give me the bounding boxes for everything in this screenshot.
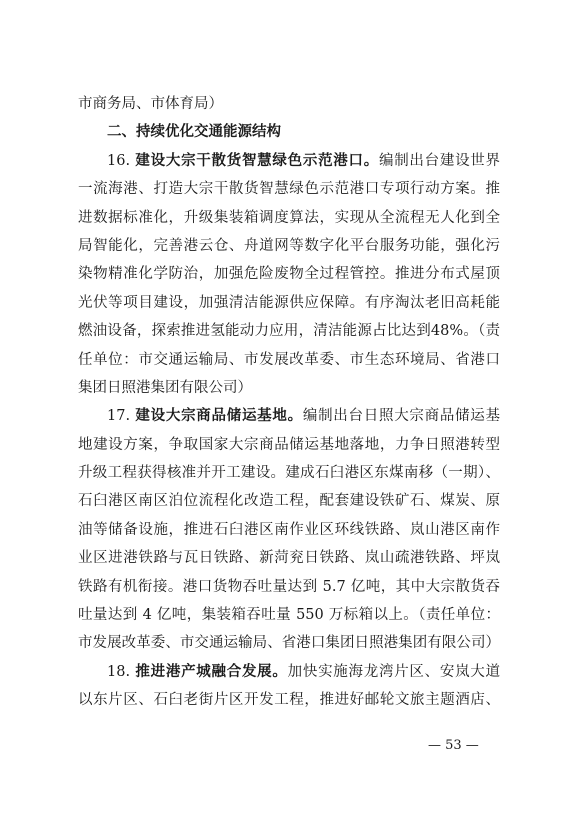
paragraph-item-16 bbox=[78, 147, 500, 403]
paragraph-text: 编制出台建设世界 bbox=[378, 152, 500, 169]
item-title: 推进港产城融合发展。 bbox=[135, 663, 288, 680]
item-number: 18. bbox=[107, 663, 131, 680]
item-title: 建设大宗商品储运基地。 bbox=[135, 408, 303, 425]
paragraph-item-18 bbox=[78, 658, 500, 715]
paragraph-line: 集团日照港集团有限公司） bbox=[78, 379, 252, 396]
item-number: 16. bbox=[107, 152, 131, 169]
paragraph-line: 光伏等项目建设，加强清洁能源供应保障。有序淘汰老旧高耗能 bbox=[78, 294, 500, 311]
paragraph-line: 染物精准化学防治，加强危险废物全过程管控。推进分布式屋顶 bbox=[78, 266, 500, 283]
paragraph-line: 以东片区、石臼老街片区开发工程，推进好邮轮文旅主题酒店、 bbox=[78, 692, 500, 709]
paragraph-line: 升级工程获得核准并开工建设。建成石臼港区东煤南移（一期）、 bbox=[78, 465, 500, 482]
paragraph-line: 局智能化，完善港云仓、舟道网等数字化平台服务功能，强化污 bbox=[78, 237, 500, 254]
paragraph-text: 加快实施海龙湾片区、安岚大道 bbox=[287, 663, 500, 680]
paragraph-line: 一流海港、打造大宗干散货智慧绿色示范港口专项行动方案。推 bbox=[78, 181, 500, 198]
paragraph-line: 地建设方案，争取国家大宗商品储运基地落地，力争日照港转型 bbox=[78, 436, 500, 453]
item-number: 17. bbox=[107, 408, 131, 425]
page-number: — 53 — bbox=[428, 738, 479, 753]
paragraph-line: 燃油设备，探索推进氢能动力应用，清洁能源占比达到48%。（责 bbox=[78, 323, 500, 340]
paragraph-first-line bbox=[78, 147, 500, 175]
paragraph-line: 市发展改革委、市交通运输局、省港口集团日照港集团有限公司） bbox=[78, 635, 500, 652]
paragraph-first-line bbox=[78, 658, 500, 686]
paragraph-text: 编制出台日照大宗商品储运基 bbox=[302, 408, 500, 425]
paragraph-line: 铁路有机衔接。港口货物吞吐量达到 5.7 亿吨，其中大宗散货吞 bbox=[78, 578, 500, 595]
paragraph-line: 业区进港铁路与瓦日铁路、新菏兖日铁路、岚山疏港铁路、坪岚 bbox=[78, 550, 500, 567]
paragraph-line: 任单位：市交通运输局、市发展改革委、市生态环境局、省港口 bbox=[78, 351, 500, 368]
paragraph-first-line bbox=[78, 402, 500, 430]
paragraph-line: 油等储备设施，推进石臼港区南作业区环线铁路、岚山港区南作 bbox=[78, 521, 500, 538]
paragraph-line: 石臼港区南区泊位流程化改造工程，配套建设铁矿石、煤炭、原 bbox=[78, 493, 500, 510]
paragraph-item-17 bbox=[78, 402, 500, 658]
intro-line: 市商务局、市体育局） bbox=[78, 96, 223, 112]
paragraph-line: 吐量达到 4 亿吨，集装箱吞吐量 550 万标箱以上。（责任单位： bbox=[78, 607, 500, 624]
paragraph-line: 进数据标准化，升级集装箱调度算法，实现从全流程无人化到全 bbox=[78, 209, 500, 226]
item-title: 建设大宗干散货智慧绿色示范港口。 bbox=[135, 152, 379, 169]
document-body bbox=[78, 90, 500, 715]
section-heading: 二、持续优化交通能源结构 bbox=[107, 124, 281, 141]
